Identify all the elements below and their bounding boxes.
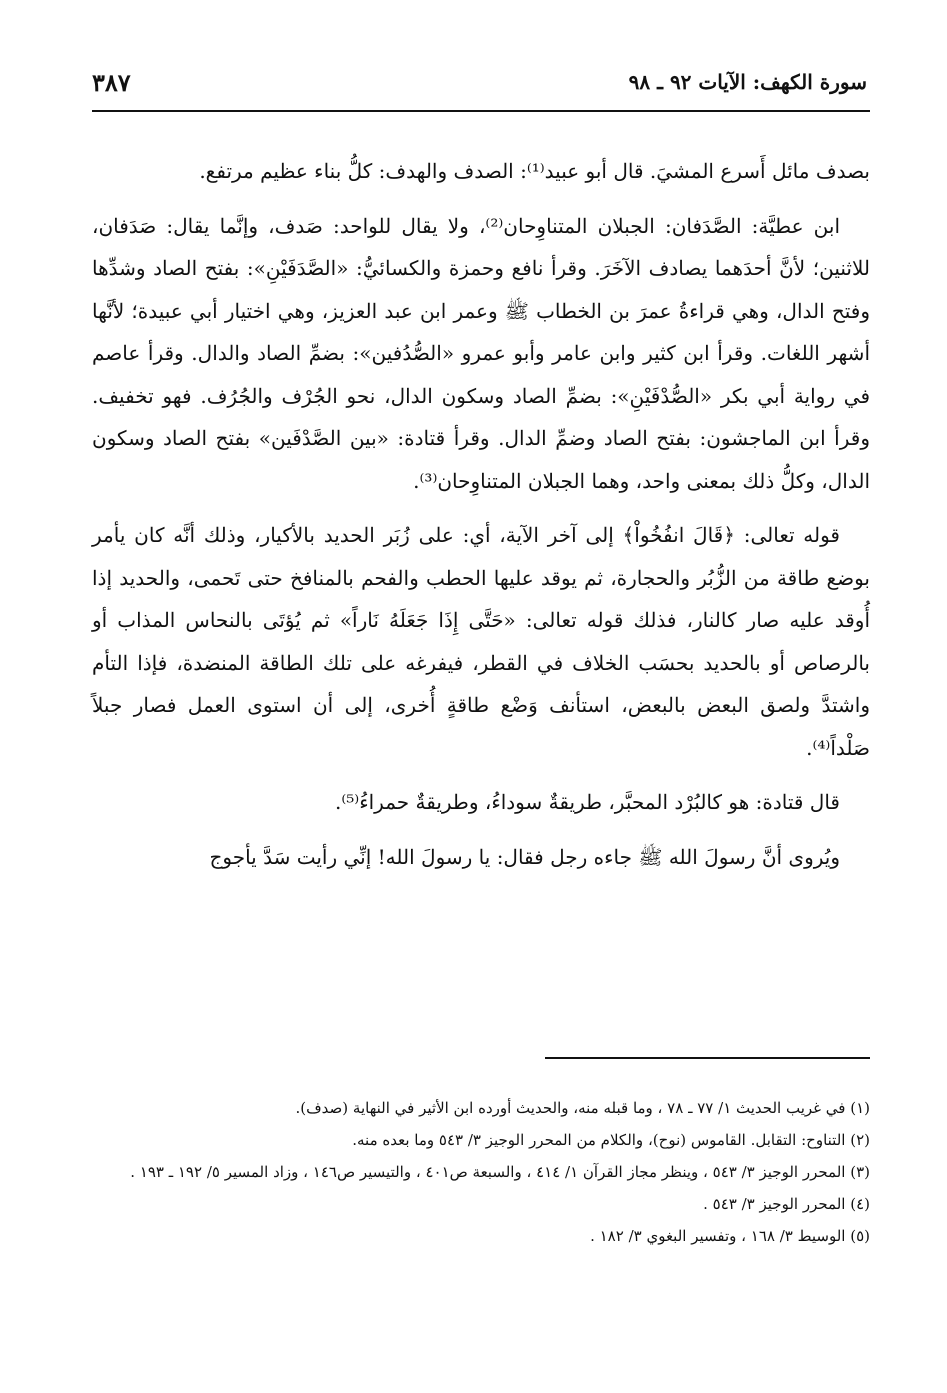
footnote: (٥) الوسيط ٣/ ١٦٨ ، وتفسير البغوي ٣/ ١٨٢ . [590,1227,870,1245]
footnote: (٢) التناوح: التقابل. القاموس (نوح)، والكلام من المحرر الوجيز ٣/ ٥٤٣ وما بعده منه. [352,1131,870,1149]
paragraph: ويُروى أنَّ رسولَ الله ﷺ جاءه رجل فقال: يا رسولَ الله! إنِّي رأيت سَدَّ يأجوج [209,844,840,869]
footnote: (٤) المحرر الوجيز ٣/ ٥٤٣ . [703,1195,870,1213]
paragraph: ابن عطيَّة: الصَّدَفان: الجبلان المتناوِحان⁽²⁾، ولا يقال للواحد: صَدف، وإنَّما يقال: صَدَفان، للاثنين؛ لأنَّ أحدَهما يصادف الآخَرَ. وقرأ نافع وحمزة والكسائيُّ: «الصَّدَفَيْنِ»: بفتح الصاد وشدِّها وفتح الدال، وهي قراءةُ عمرَ بن الخطاب ﷺ وعمر ابن عبد العزيز، وهي اختيار أبي عبيدة؛ لأنَّها أشهر اللغات. وقرأ ابن كثير وابن عامر وأبو عمرو «الصُّدُفين»: بضمِّ الصاد والدال. وقرأ عاصم في رواية أبي بكر «الصُّدْفَيْنِ»: بضمِّ الصاد وسكون الدال، نحو الجُرْف والجُرُف. فهو تخفيف. وقرأ ابن الماجشون: بفتح الصاد وضمِّ الدال. وقرأ قتادة: «بين الصَّدْفَين» بفتح الصاد وسكون الدال، وكلُّ ذلك بمعنى واحد، وهما الجبلان المتناوِحان⁽³⁾. [92,213,870,493]
paragraph: قال قتادة: هو كالبُرْد المحبَّر، طريقةٌ سوداءُ، وطريقةٌ حمراءُ⁽⁵⁾. [334,790,840,814]
chapter-title: سورة الكهف: الآيات ٩٢ ـ ٩٨ [628,70,867,94]
footnote: (٣) المحرر الوجيز ٣/ ٥٤٣ ، وينظر مجاز القرآن ١/ ٤١٤ ، والسبعة ص٤٠١ ، والتيسير ص١٤٦ ، وزاد المسير ٥/ ١٩٢ ـ ١٩٣ . [130,1163,870,1181]
footnote: (١) في غريب الحديث ١/ ٧٧ ـ ٧٨ ، وما قبله منه، والحديث أورده ابن الأثير في النهاية (صدف). [295,1099,870,1117]
paragraph: قوله تعالى: ﴿قَالَ انفُخُواْ﴾ إلى آخر الآية، أي: على زُبَر الحديد بالأكيار، وذلك أنَّه كان يأمر بوضع طاقة من الزُّبُر والحجارة، ثم يوقد عليها الحطب والفحم بالمنافخ حتى تَحمى، والحديد إذا أُوقد عليه صار كالنار، فذلك قوله تعالى: «حَتَّى إِذَا جَعَلَهُ نَاراً» ثم يُؤتَى بالنحاس المذاب أو بالرصاص أو بالحديد بحسَب الخلاف في القطر، فيفرغه على تلك الطاقة المنضدة، فإذا التأم واشتدَّ ولصق البعض بالبعض، استأنف وَضْع طاقةٍ أُخرى، إلى أن استوى العمل فصار جبلاً صَلْداً⁽⁴⁾. [92,523,870,760]
page-number: ٣٨٧ [92,68,131,97]
page-header [92,66,867,106]
paragraph: بصدف مائل أَسرع المشيَ. قال أبو عبيد⁽¹⁾: الصدف والهدف: كلُّ بناء عظيم مرتفع. [199,159,870,183]
footnotes [92,1093,870,1253]
header-rule [92,110,870,112]
main-text [92,150,870,890]
footnote-separator [545,1057,870,1059]
